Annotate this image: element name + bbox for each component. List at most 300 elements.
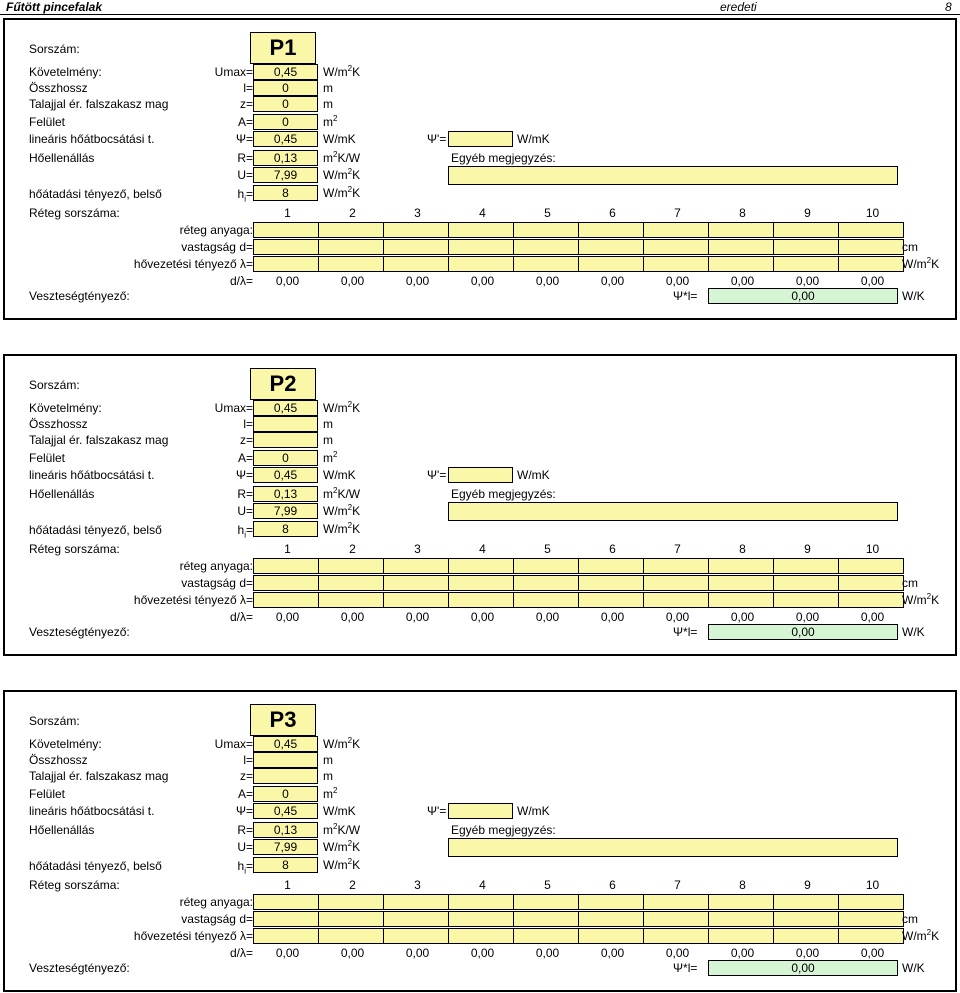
u-unit-part: 2 xyxy=(347,839,353,848)
u-unit xyxy=(323,840,360,854)
layer-material-cell[interactable] xyxy=(318,558,384,574)
u-unit xyxy=(323,504,360,518)
umax-unit-part: W/m xyxy=(323,737,348,751)
a-unit-part: 2 xyxy=(333,114,338,123)
sorszam-label: Sorszám: xyxy=(29,714,80,728)
u-unit-part: 2 xyxy=(347,167,353,176)
psil-value: 0,00 xyxy=(708,960,898,976)
d-lambda-value: 0,00 xyxy=(795,610,820,624)
umax-unit-part: K xyxy=(352,401,361,415)
layer-conductivity-cell[interactable] xyxy=(253,928,319,944)
psi2-value[interactable] xyxy=(448,803,513,819)
layer-thickness-cell[interactable] xyxy=(318,911,384,927)
layer-material-cell[interactable] xyxy=(253,894,319,910)
layer-conductivity-cell[interactable] xyxy=(513,592,579,608)
layer-conductivity-cell[interactable] xyxy=(383,592,449,608)
d-lambda-value: 0,00 xyxy=(275,274,300,288)
conductivity-unit-part: W/m xyxy=(902,929,927,943)
d-lambda-value: 0,00 xyxy=(600,610,625,624)
panel-code[interactable]: P2 xyxy=(250,368,316,400)
layer-material-cell[interactable] xyxy=(708,222,774,238)
reteg-anyaga-label: réteg anyaga: xyxy=(179,559,253,573)
z-unit-part: m xyxy=(323,769,333,783)
conductivity-unit-part: W/m xyxy=(902,593,927,607)
layer-conductivity-cell[interactable] xyxy=(448,256,514,272)
layer-thickness-cell[interactable] xyxy=(448,575,514,591)
h-value[interactable]: 8 xyxy=(253,857,318,873)
layer-conductivity-cell[interactable] xyxy=(708,928,774,944)
psi-value[interactable]: 0,45 xyxy=(253,131,318,147)
reteg-sorszama-label: Réteg sorszáma: xyxy=(29,206,120,220)
layer-thickness-cell[interactable] xyxy=(578,575,644,591)
l-symbol: l= xyxy=(243,417,253,431)
layer-number: 3 xyxy=(414,878,421,892)
layer-material-cell[interactable] xyxy=(838,558,904,574)
layer-conductivity-cell[interactable] xyxy=(253,592,319,608)
d-lambda-value: 0,00 xyxy=(275,610,300,624)
layer-conductivity-cell[interactable] xyxy=(643,928,709,944)
u-unit-part: 2 xyxy=(347,503,353,512)
conductivity-unit-part: K xyxy=(931,257,940,271)
note-field[interactable] xyxy=(448,502,898,521)
layer-thickness-cell[interactable] xyxy=(513,239,579,255)
psi-unit-part: W/mK xyxy=(323,132,356,146)
variant-label: eredeti xyxy=(720,0,757,14)
layer-conductivity-cell[interactable] xyxy=(708,256,774,272)
kovetelmeny-label: Követelmény: xyxy=(29,65,102,79)
layer-number: 1 xyxy=(284,878,291,892)
psi2-value[interactable] xyxy=(448,131,513,147)
d-lambda-value: 0,00 xyxy=(340,610,365,624)
z-symbol: z= xyxy=(239,433,253,447)
psil-symbol: Ψ*l= xyxy=(673,289,698,303)
layer-material-cell[interactable] xyxy=(838,894,904,910)
psi-unit xyxy=(323,804,356,818)
u-value[interactable]: 7,99 xyxy=(253,503,318,519)
h-symbol-eq: = xyxy=(245,187,253,201)
layer-thickness-cell[interactable] xyxy=(643,575,709,591)
layer-conductivity-cell[interactable] xyxy=(253,256,319,272)
talajjal-label: Talajjal ér. falszakasz mag xyxy=(29,433,169,447)
layer-number: 6 xyxy=(609,542,616,556)
conductivity-unit-part: 2 xyxy=(926,928,932,937)
u-unit-part: W/m xyxy=(323,840,348,854)
layer-thickness-cell[interactable] xyxy=(578,911,644,927)
layer-conductivity-cell[interactable] xyxy=(578,928,644,944)
h-symbol-eq: = xyxy=(245,859,253,873)
layer-conductivity-cell[interactable] xyxy=(838,592,904,608)
h-symbol-sub: i xyxy=(244,866,246,876)
vastagsag-label: vastagság d= xyxy=(181,912,253,926)
d-lambda-value: 0,00 xyxy=(795,946,820,960)
d-lambda-value: 0,00 xyxy=(535,610,560,624)
z-symbol: z= xyxy=(239,97,253,111)
umax-unit-part: 2 xyxy=(347,64,353,73)
psi-unit-part: W/mK xyxy=(323,804,356,818)
layer-number: 4 xyxy=(479,206,486,220)
layer-material-cell[interactable] xyxy=(578,558,644,574)
layer-material-cell[interactable] xyxy=(253,558,319,574)
l-value[interactable] xyxy=(253,416,318,432)
h-unit-part: 2 xyxy=(347,185,353,194)
a-unit-part: m xyxy=(323,787,333,801)
layer-thickness-cell[interactable] xyxy=(448,239,514,255)
u-unit xyxy=(323,168,360,182)
z-value[interactable]: 0 xyxy=(253,96,318,112)
r-unit-part: 2 xyxy=(333,822,338,831)
hovezetesi-label: hővezetési tényező λ= xyxy=(133,593,253,607)
layer-conductivity-cell[interactable] xyxy=(578,256,644,272)
h-unit-part: 2 xyxy=(347,857,353,866)
layer-material-cell[interactable] xyxy=(513,222,579,238)
layer-conductivity-cell[interactable] xyxy=(578,592,644,608)
layer-conductivity-cell[interactable] xyxy=(318,256,384,272)
r-unit-part: 2 xyxy=(333,486,338,495)
r-symbol: R= xyxy=(237,487,253,501)
header-divider xyxy=(0,14,960,15)
layer-thickness-cell[interactable] xyxy=(318,575,384,591)
veszteseg-label: Veszteségtényező: xyxy=(29,625,130,639)
layer-thickness-cell[interactable] xyxy=(253,239,319,255)
layer-thickness-cell[interactable] xyxy=(513,575,579,591)
layer-conductivity-cell[interactable] xyxy=(643,256,709,272)
l-unit xyxy=(323,417,333,431)
r-unit xyxy=(323,487,360,501)
layer-thickness-cell[interactable] xyxy=(773,575,839,591)
panel-code[interactable]: P3 xyxy=(250,704,316,736)
h-symbol-letter: h xyxy=(237,187,245,201)
a-unit xyxy=(323,451,337,465)
a-value[interactable]: 0 xyxy=(253,786,318,802)
hoellenallas-label: Hőellenállás xyxy=(29,151,95,165)
layer-conductivity-cell[interactable] xyxy=(773,256,839,272)
h-unit-part: W/m xyxy=(323,522,348,536)
h-unit-part: W/m xyxy=(323,186,348,200)
psil-unit: W/K xyxy=(902,289,925,303)
h-symbol-letter: h xyxy=(237,859,245,873)
d-lambda-value: 0,00 xyxy=(795,274,820,288)
layer-thickness-cell[interactable] xyxy=(383,911,449,927)
z-value[interactable] xyxy=(253,432,318,448)
d-lambda-value: 0,00 xyxy=(600,946,625,960)
d-lambda-value: 0,00 xyxy=(275,946,300,960)
note-field[interactable] xyxy=(448,838,898,857)
layer-thickness-cell[interactable] xyxy=(513,911,579,927)
r-unit-part: K/W xyxy=(337,487,361,501)
a-unit-part: m xyxy=(323,115,333,129)
d-lambda-value: 0,00 xyxy=(470,610,495,624)
conductivity-unit xyxy=(902,929,939,943)
layer-material-cell[interactable] xyxy=(708,558,774,574)
layer-conductivity-cell[interactable] xyxy=(643,592,709,608)
layer-material-cell[interactable] xyxy=(773,894,839,910)
a-value[interactable]: 0 xyxy=(253,114,318,130)
osszhossz-label: Összhossz xyxy=(29,753,88,767)
layer-number: 5 xyxy=(544,878,551,892)
layer-material-cell[interactable] xyxy=(448,894,514,910)
psil-symbol: Ψ*l= xyxy=(673,625,698,639)
a-unit-part: m xyxy=(323,451,333,465)
umax-symbol: Umax= xyxy=(214,737,253,751)
layer-thickness-cell[interactable] xyxy=(838,239,904,255)
d-lambda-label: d/λ= xyxy=(229,274,253,288)
z-symbol: z= xyxy=(239,769,253,783)
layer-number: 2 xyxy=(349,878,356,892)
layer-number: 6 xyxy=(609,878,616,892)
layer-conductivity-cell[interactable] xyxy=(318,592,384,608)
panel-p2 xyxy=(3,354,957,656)
layer-material-cell[interactable] xyxy=(708,894,774,910)
layer-number: 9 xyxy=(804,206,811,220)
layer-material-cell[interactable] xyxy=(513,894,579,910)
layer-material-cell[interactable] xyxy=(318,222,384,238)
psil-value: 0,00 xyxy=(708,624,898,640)
vastagsag-label: vastagság d= xyxy=(181,240,253,254)
h-unit-part: K xyxy=(352,186,361,200)
u-value[interactable]: 7,99 xyxy=(253,167,318,183)
layer-number: 10 xyxy=(865,206,880,220)
d-lambda-value: 0,00 xyxy=(470,274,495,288)
umax-value[interactable]: 0,45 xyxy=(253,400,318,416)
a-symbol: A= xyxy=(237,787,253,801)
layer-material-cell[interactable] xyxy=(578,222,644,238)
thickness-unit: cm xyxy=(902,912,918,926)
panel-code[interactable]: P1 xyxy=(250,32,316,64)
h-value[interactable]: 8 xyxy=(253,521,318,537)
h-symbol-sub: i xyxy=(244,530,246,540)
layer-number: 7 xyxy=(674,542,681,556)
z-value[interactable] xyxy=(253,768,318,784)
d-lambda-value: 0,00 xyxy=(405,274,430,288)
veszteseg-label: Veszteségtényező: xyxy=(29,289,130,303)
d-lambda-value: 0,00 xyxy=(730,946,755,960)
psi-unit-part: W/mK xyxy=(323,468,356,482)
u-unit-part: K xyxy=(352,168,361,182)
psi2-unit: W/mK xyxy=(517,804,550,818)
layer-thickness-cell[interactable] xyxy=(643,239,709,255)
talajjal-label: Talajjal ér. falszakasz mag xyxy=(29,769,169,783)
felulet-label: Felület xyxy=(29,787,66,801)
panel-p1 xyxy=(3,18,957,320)
layer-material-cell[interactable] xyxy=(513,558,579,574)
h-unit xyxy=(323,522,360,536)
layer-number: 8 xyxy=(739,878,746,892)
l-symbol: l= xyxy=(243,753,253,767)
layer-thickness-cell[interactable] xyxy=(383,575,449,591)
r-value[interactable]: 0,13 xyxy=(253,150,318,166)
conductivity-unit-part: 2 xyxy=(926,256,932,265)
layer-material-cell[interactable] xyxy=(383,222,449,238)
r-unit-part: K/W xyxy=(337,823,361,837)
r-value[interactable]: 0,13 xyxy=(253,822,318,838)
conductivity-unit xyxy=(902,593,939,607)
layer-number: 1 xyxy=(284,206,291,220)
reteg-sorszama-label: Réteg sorszáma: xyxy=(29,542,120,556)
layer-conductivity-cell[interactable] xyxy=(318,928,384,944)
conductivity-unit-part: 2 xyxy=(926,592,932,601)
psi-value[interactable]: 0,45 xyxy=(253,467,318,483)
layer-thickness-cell[interactable] xyxy=(253,575,319,591)
layer-thickness-cell[interactable] xyxy=(773,911,839,927)
layer-material-cell[interactable] xyxy=(383,894,449,910)
egyeb-label: Egyéb megjegyzés: xyxy=(451,823,556,837)
u-value[interactable]: 7,99 xyxy=(253,839,318,855)
psi2-symbol: Ψ'= xyxy=(427,468,447,482)
umax-unit-part: W/m xyxy=(323,65,348,79)
a-unit xyxy=(323,787,337,801)
d-lambda-value: 0,00 xyxy=(860,274,885,288)
conductivity-unit xyxy=(902,257,939,271)
layer-material-cell[interactable] xyxy=(643,222,709,238)
a-unit-part: 2 xyxy=(333,786,338,795)
r-unit xyxy=(323,151,360,165)
layer-material-cell[interactable] xyxy=(448,558,514,574)
l-value[interactable]: 0 xyxy=(253,80,318,96)
psi-unit xyxy=(323,132,356,146)
h-unit-part: 2 xyxy=(347,521,353,530)
h-unit-part: K xyxy=(352,858,361,872)
layer-conductivity-cell[interactable] xyxy=(513,256,579,272)
layer-number: 9 xyxy=(804,542,811,556)
h-symbol-letter: h xyxy=(237,523,245,537)
layer-thickness-cell[interactable] xyxy=(773,239,839,255)
d-lambda-value: 0,00 xyxy=(405,946,430,960)
d-lambda-label: d/λ= xyxy=(229,946,253,960)
layer-material-cell[interactable] xyxy=(253,222,319,238)
h-symbol-sub: i xyxy=(244,194,246,204)
vastagsag-label: vastagság d= xyxy=(181,576,253,590)
layer-thickness-cell[interactable] xyxy=(643,911,709,927)
page-number: 8 xyxy=(945,0,952,14)
z-unit xyxy=(323,769,333,783)
umax-value[interactable]: 0,45 xyxy=(253,64,318,80)
kovetelmeny-label: Követelmény: xyxy=(29,737,102,751)
conductivity-unit-part: W/m xyxy=(902,257,927,271)
l-unit-part: m xyxy=(323,417,333,431)
h-unit xyxy=(323,858,360,872)
layer-thickness-cell[interactable] xyxy=(318,239,384,255)
talajjal-label: Talajjal ér. falszakasz mag xyxy=(29,97,169,111)
psi2-unit: W/mK xyxy=(517,132,550,146)
layer-thickness-cell[interactable] xyxy=(708,239,774,255)
layer-number: 2 xyxy=(349,206,356,220)
layer-material-cell[interactable] xyxy=(773,558,839,574)
egyeb-label: Egyéb megjegyzés: xyxy=(451,151,556,165)
l-value[interactable] xyxy=(253,752,318,768)
r-value[interactable]: 0,13 xyxy=(253,486,318,502)
umax-symbol: Umax= xyxy=(214,65,253,79)
layer-material-cell[interactable] xyxy=(643,558,709,574)
layer-thickness-cell[interactable] xyxy=(708,575,774,591)
l-unit-part: m xyxy=(323,81,333,95)
d-lambda-value: 0,00 xyxy=(665,610,690,624)
layer-number: 3 xyxy=(414,542,421,556)
d-lambda-label: d/λ= xyxy=(229,610,253,624)
d-lambda-value: 0,00 xyxy=(470,946,495,960)
h-unit-part: W/m xyxy=(323,858,348,872)
layer-material-cell[interactable] xyxy=(383,558,449,574)
l-unit xyxy=(323,81,333,95)
layer-thickness-cell[interactable] xyxy=(838,911,904,927)
psi2-value[interactable] xyxy=(448,467,513,483)
h-unit-part: K xyxy=(352,522,361,536)
umax-value[interactable]: 0,45 xyxy=(253,736,318,752)
r-unit-part: 2 xyxy=(333,150,338,159)
umax-unit-part: K xyxy=(352,65,361,79)
h-symbol xyxy=(155,187,253,204)
psi-value[interactable]: 0,45 xyxy=(253,803,318,819)
r-unit-part: m xyxy=(323,487,333,501)
reteg-anyaga-label: réteg anyaga: xyxy=(179,223,253,237)
layer-number: 5 xyxy=(544,542,551,556)
layer-material-cell[interactable] xyxy=(773,222,839,238)
reteg-sorszama-label: Réteg sorszáma: xyxy=(29,878,120,892)
layer-conductivity-cell[interactable] xyxy=(448,928,514,944)
layer-number: 8 xyxy=(739,206,746,220)
layer-conductivity-cell[interactable] xyxy=(773,928,839,944)
layer-material-cell[interactable] xyxy=(318,894,384,910)
h-symbol xyxy=(155,523,253,540)
r-unit-part: m xyxy=(323,823,333,837)
umax-unit-part: W/m xyxy=(323,401,348,415)
linearis-label: lineáris hőátbocsátási t. xyxy=(29,804,155,818)
h-value[interactable]: 8 xyxy=(253,185,318,201)
u-unit-part: W/m xyxy=(323,504,348,518)
d-lambda-value: 0,00 xyxy=(340,274,365,288)
layer-conductivity-cell[interactable] xyxy=(773,592,839,608)
layer-number: 8 xyxy=(739,542,746,556)
h-symbol xyxy=(155,859,253,876)
layer-thickness-cell[interactable] xyxy=(383,239,449,255)
layer-thickness-cell[interactable] xyxy=(578,239,644,255)
egyeb-label: Egyéb megjegyzés: xyxy=(451,487,556,501)
layer-conductivity-cell[interactable] xyxy=(383,928,449,944)
reteg-anyaga-label: réteg anyaga: xyxy=(179,895,253,909)
layer-conductivity-cell[interactable] xyxy=(838,256,904,272)
layer-conductivity-cell[interactable] xyxy=(448,592,514,608)
note-field[interactable] xyxy=(448,166,898,185)
layer-number: 3 xyxy=(414,206,421,220)
layer-thickness-cell[interactable] xyxy=(838,575,904,591)
a-value[interactable]: 0 xyxy=(253,450,318,466)
layer-conductivity-cell[interactable] xyxy=(838,928,904,944)
psi2-symbol: Ψ'= xyxy=(427,804,447,818)
d-lambda-value: 0,00 xyxy=(535,274,560,288)
layer-thickness-cell[interactable] xyxy=(708,911,774,927)
layer-material-cell[interactable] xyxy=(838,222,904,238)
hoatadasi-label: hőátadási tényező, belső xyxy=(29,187,162,201)
layer-number: 4 xyxy=(479,542,486,556)
h-unit xyxy=(323,186,360,200)
r-unit-part: K/W xyxy=(337,151,361,165)
psi-symbol: Ψ= xyxy=(235,804,253,818)
layer-material-cell[interactable] xyxy=(643,894,709,910)
layer-material-cell[interactable] xyxy=(578,894,644,910)
z-unit xyxy=(323,433,333,447)
sorszam-label: Sorszám: xyxy=(29,378,80,392)
osszhossz-label: Összhossz xyxy=(29,81,88,95)
layer-thickness-cell[interactable] xyxy=(253,911,319,927)
layer-number: 9 xyxy=(804,878,811,892)
layer-conductivity-cell[interactable] xyxy=(513,928,579,944)
osszhossz-label: Összhossz xyxy=(29,417,88,431)
layer-conductivity-cell[interactable] xyxy=(383,256,449,272)
layer-material-cell[interactable] xyxy=(448,222,514,238)
r-symbol: R= xyxy=(237,823,253,837)
psi2-unit: W/mK xyxy=(517,468,550,482)
layer-thickness-cell[interactable] xyxy=(448,911,514,927)
layer-conductivity-cell[interactable] xyxy=(708,592,774,608)
